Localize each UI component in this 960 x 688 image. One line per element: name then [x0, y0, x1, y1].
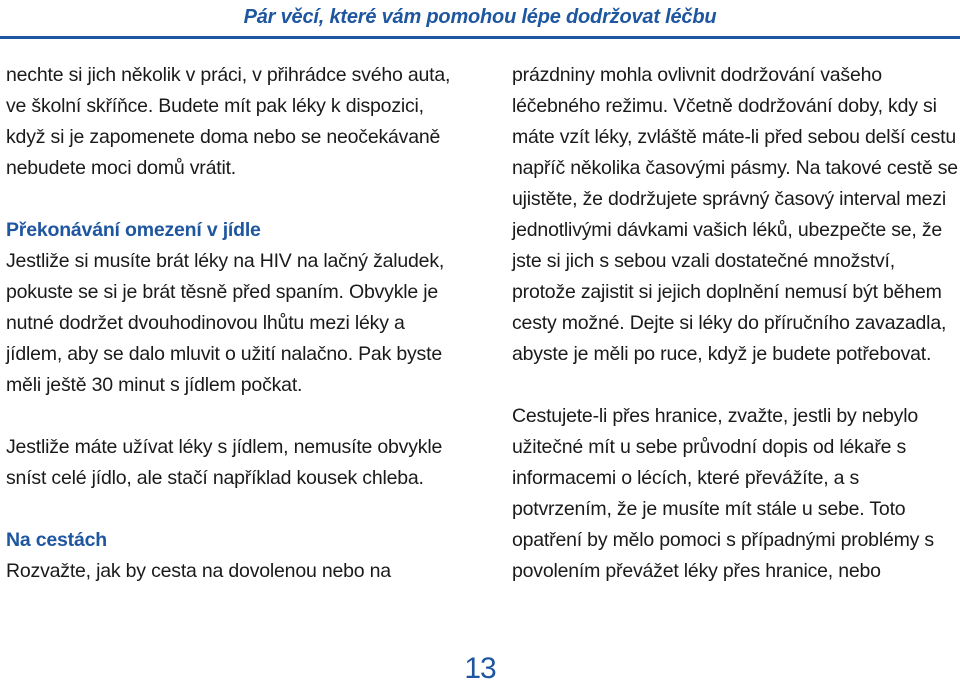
spacer — [512, 370, 960, 401]
page-number: 13 — [464, 652, 496, 685]
travel-paragraph: Rozvažte, jak by cesta na dovolenou nebo na — [6, 560, 391, 582]
page-header-title: Pár věcí, které vám pomohou lépe dodržovat léčbu — [243, 6, 717, 28]
spacer — [6, 494, 456, 525]
left-column — [6, 60, 456, 587]
food-paragraph-2: Jestliže máte užívat léky s jídlem, nemusíte obvykle sníst celé jídlo, ale stačí například kousek chleba. — [6, 436, 443, 489]
section-heading-travel: Na cestách — [6, 529, 107, 551]
travel-continued-paragraph: prázdniny mohla ovlivnit dodržování vašeho léčebného režimu. Včetně dodržování doby, kdy si máte vzít léky, zvláště máte-li před sebou delší cestu napříč několika časovými pásmy. Na takové cestě se ujistěte, že dodržujete správný časový interval mezi jednotlivými dávkami vašich léků, ubezpečte se, že jste si jich s sebou vzali dostatečné množství, protože zajistit si jejich doplnění nemusí být během cesty možné. Dejte si léky do příručního zavazadla, abyste je měli po ruce, když je budete potřebovat. — [512, 64, 958, 365]
food-paragraph-1: Jestliže si musíte brát léky na HIV na lačný žaludek, pokuste se si je brát těsně před spaním. Obvykle je nutné dodržet dvouhodinovou lhůtu mezi léky a jídlem, aby se dalo mluvit o užití nalačno. Pak byste měli ještě 30 minut s jídlem počkat. — [6, 250, 445, 396]
spacer — [6, 401, 456, 432]
border-crossing-paragraph: Cestujete-li přes hranice, zvažte, jestli by nebylo užitečné mít u sebe průvodní dopis od lékaře s informacemi o lécích, které převážíte, a s potvrzením, že je musíte mít stále u sebe. Toto opatření by mělo pomoci s případnými problémy s povolením převážet léky přes hranice, nebo — [512, 405, 934, 582]
intro-paragraph: nechte si jich několik v práci, v přihrádce svého auta, ve školní skříňce. Budete mít pak léky k dispozici, když si je zapomenete doma nebo se neočekávaně nebudete moci domů vrátit. — [6, 64, 451, 179]
header-divider — [0, 36, 960, 39]
section-heading-food: Překonávání omezení v jídle — [6, 219, 261, 241]
right-column — [512, 60, 960, 587]
spacer — [6, 184, 456, 215]
